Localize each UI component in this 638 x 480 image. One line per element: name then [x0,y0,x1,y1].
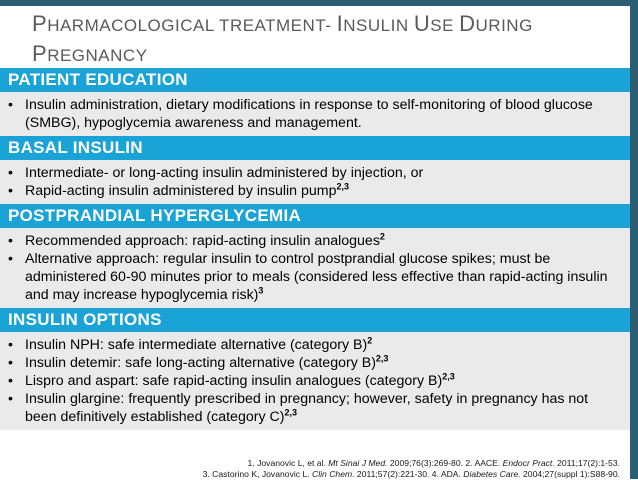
title-dash: - [325,16,337,35]
bullet-text: Insulin administration, dietary modifications in response to self-monitoring of blood glucose (SMBG), hypoglycemia awareness and management. [25,97,593,131]
bullet-glyph: • [8,233,13,249]
citation-superscript: 3 [258,285,264,296]
title-letter: D [459,11,476,36]
slide-title [32,10,622,70]
title-word: HARMACOLOGICAL TREATMENT [47,16,326,35]
bullet-text: Insulin glargine: frequently prescribed in pregnancy; however, safety in pregnancy has not been definitively established (category C)$^{2,3}$ [25,391,589,425]
bullet-glyph: • [8,251,13,267]
bullet-glyph: • [8,391,13,407]
citation-superscript: 2,3 [442,371,455,382]
title-word: REGNANCY [47,46,148,65]
bullet-text: Insulin NPH: safe intermediate alternative (category B)$^2$ [25,335,373,353]
title-word: URING [475,16,533,35]
content-panel [0,68,630,461]
section-header-patient-education: PATIENT EDUCATION [0,68,630,92]
section-header-basal-insulin: BASAL INSULIN [0,136,630,160]
citation-superscript: 2,3 [375,353,389,364]
title-letter: U [413,11,431,36]
bullet-item [8,372,616,390]
bullet-glyph: • [8,337,13,353]
bullet-item [8,336,616,354]
bullet-glyph: • [8,373,13,389]
reference-line-2: 3. Castorino K, Jovanovic L. Clin Chem. 2011;57(2):221-30. 4. ADA. Diabetes Care. 2004;27(suppl 1):S88-90. [202,469,620,479]
section-header-insulin-options: INSULIN OPTIONS [0,308,630,332]
bullet-item [8,96,616,132]
section-body-postprandial-hyperglycemia [0,228,630,308]
bullet-text: Intermediate- or long-acting insulin administered by injection, or [25,165,424,181]
bullet-text: Insulin detemir: safe long-acting alternative (category B)$^{2,3}$ [25,353,389,371]
section-header-postprandial-hyperglycemia: POSTPRANDIAL HYPERGLYCEMIA [0,204,630,228]
title-word: NSULIN [343,16,414,35]
bullet-text: Alternative approach: regular insulin to control postprandial glucose spikes; must be administered 60-90 minutes prior to meals (considered less effective than rapid-acting insulin and may increase hypoglycemia risk)$^3$ [25,251,608,303]
bullet-text: Rapid-acting insulin administered by insulin pump$^{2,3}$ [25,181,350,199]
references [0,458,620,480]
title-letter: P [32,41,48,66]
bullet-glyph: • [8,355,13,371]
bullet-item [8,232,616,250]
citation-superscript: 2 [367,335,373,346]
bullet-glyph: • [8,183,13,199]
bullet-text: Lispro and aspart: safe rapid-acting insulin analogues (category B)$^{2,3}$ [25,371,455,389]
title-letter: P [32,11,48,36]
bullet-glyph: • [8,165,13,181]
bullet-item [8,390,616,426]
right-accent-bar [630,0,638,479]
bullet-item [8,182,616,200]
bullet-item [8,354,616,372]
top-accent-bar [0,0,638,6]
section-body-basal-insulin [0,160,630,204]
citation-superscript: 2 [379,231,385,242]
citation-superscript: 2,3 [284,407,297,418]
title-letter: I [336,11,344,36]
citation-superscript: 2,3 [336,181,350,192]
section-body-insulin-options [0,332,630,430]
title-word: SE [430,16,460,35]
bullet-item [8,164,616,182]
bullet-text: Recommended approach: rapid-acting insulin analogues$^2$ [25,231,385,249]
bullet-item [8,250,616,304]
section-body-patient-education [0,92,630,136]
reference-line-1: 1. Jovanovic L, et al. Mt Sinai J Med. 2009;76(3):269-80. 2. AACE. Endocr Pract. 2011;17(2):1-53. [247,458,620,468]
bullet-glyph: • [8,97,13,113]
